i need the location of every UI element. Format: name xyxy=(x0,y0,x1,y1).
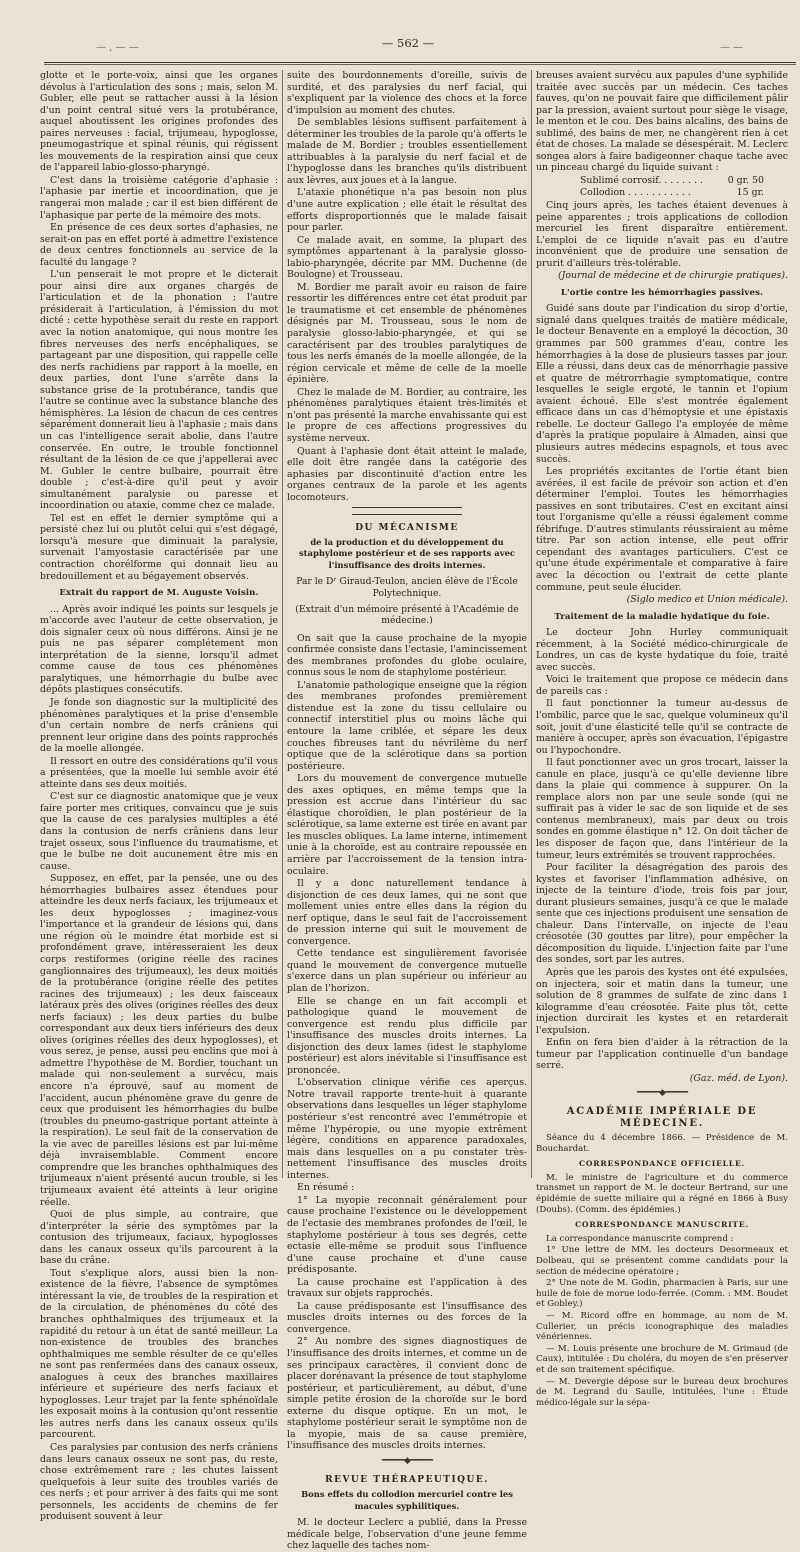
page-number: — 562 — xyxy=(381,36,435,50)
citation: (Siglo medico et Union médicale). xyxy=(626,594,788,606)
paragraph: La correspondance manuscrite comprend : xyxy=(546,1233,734,1244)
header-right-marks: — — xyxy=(720,42,744,53)
paragraph: 1° Une lettre de MM. les docteurs Desormeaux et Dolbeau, qui se présentent comme candidats pour la section de médecine opératoire ; xyxy=(536,1245,788,1277)
citation: (Gaz. méd. de Lyon). xyxy=(689,1072,788,1084)
column-divider xyxy=(531,70,532,1178)
column-divider xyxy=(282,70,283,1178)
session-line: Séance du 4 décembre 1866. — Présidence de M. Bouchardat. xyxy=(536,1133,788,1154)
paragraph: Guidé sans doute par l'indication du sirop d'ortie, signalé dans quelques traités de matière médicale, le docteur Benavente en a employé la décoction, 30 grammes par 500 grammes d'eau, contre les hémorrhagies à la dose de plusieurs tasses par jour. Elle a réussi, dans deux cas de ménorrhagie passive et quatre de métrorrhagie symptomatique, contre lesquelles le seigle ergoté, le tannin et l'opium avaient échoué. Elle s'est montrée également efficace dans un cas d'hémoptysie et une épistaxis rebelle. Le docteur Gallego l'a employée de même d'après la pratique populaire à Almaden, ainsi que plusieurs autres médecins espagnols, et tous avec succès. xyxy=(536,303,788,465)
paragraph: — M. Louis présente une brochure de M. Grimaud (de Caux), intitulée : Du choléra, du moyen de s'en préserver et de son traitement spécifique. xyxy=(536,1343,788,1375)
paragraph: C'est dans la troisième catégorie d'aphasie : l'aphasie par inertie et incoordination, que je rangerai mon malade ; car il est bien différent de l'aphasique par perte de la mémoire des mots. xyxy=(40,174,278,221)
paragraph: Ces paralysies par contusion des nerfs crâniens dans leurs canaux osseux ne sont pas, du reste, chose extrêmement rare ; les chutes laissent quelquefois à leur suite des troubles variés de ces nerfs ; et pour arriver à des faits qui me sont personnels, les accidents de chemins de fer produisent souvent à leur xyxy=(40,1441,278,1523)
formula-ingredient: Collodion . . . . . . . . . . . xyxy=(580,187,691,199)
section-title: ACADÉMIE IMPÉRIALE DE MÉDECINE. xyxy=(566,1106,758,1129)
paragraph: Les propriétés excitantes de l'ortie étant bien avérées, il est facile de prévoir son action et d'en déterminer l'emploi. Toutes les hémorrhagies passives en sont tributaires. C'est en excitant ainsi tout l'organisme qu'elle a réussi également comme fébrifuge. D'autres stimulants réussiraient au même titre. Par son action intense, elle peut offrir cependant des avantages particuliers. C'est ce qu'une étude expérimentale et comparative à faire avec la décoction ou l'extrait de cette plante commune, peut seule élucider. xyxy=(536,466,788,593)
formula-line xyxy=(536,187,788,199)
header-rule xyxy=(44,62,796,63)
column-3 xyxy=(536,70,788,1408)
paragraph: glotte et le porte-voix, ainsi que les organes dévolus à l'articulation des sons ; mais, selon M. Gubler, elle peut se rattacher aussi à la lésion d'un point central situé vers la protubérance, auquel aboutissent les origines profondes des paires nerveuses : facial, trijumeau, hypoglosse, pneumogastrique et spinal réunis, qui régissent les mouvements de la respiration ainsi que ceux de l'appareil labio-glosso-pharyngé. xyxy=(40,70,278,174)
paragraph: L'un penserait le mot propre et le dicterait pour ainsi dire aux organes chargés de l'articulation et de la phonation ; l'autre présiderait à l'articulation, à l'émission du mot dicté : cette hypothèse serait du reste en rapport avec la notion anatomique, qui nous montre les fibres nerveuses des nerfs encéphaliques, se partageant par une disposition, qui rappelle celle des nerfs rachidiens par rapport à la moelle, en deux parties, dont l'une s'arrête dans la substance grise de la protubérance, tandis que l'autre se continue avec la substance blanche des hémisphères. La lésion de chacun de ces centres séparément donnerait lieu à l'aphasie ; mais dans un cas l'intelligence serait abolie, dans l'autre conservée. En outre, le trouble fonctionnel résultant de la lésion de ce que j'appellerai avec M. Gubler le centre bulbaire, pourrait être double ; c'est-à-dire qu'il peut y avoir simultanément paralysie ou paresse et incoordination ou ataxie, comme chez ce malade. xyxy=(40,269,278,512)
paragraph: 2° Au nombre des signes diagnostiques de l'insuffisance des droits internes, et comme un de ses principaux caractères, il convient donc de placer dorénavant la présence de tout staphylome postérieur, et particulièrement, au début, d'une simple petite érosion de la choroïde sur le bord externe du disque optique. En un mot, le staphylome postérieur serait le symptôme non de la myopie, mais de sa cause première, l'insuffisance des muscles droits internes. xyxy=(287,1336,527,1452)
paragraph: Il faut ponctionner avec un gros trocart, laisser la canule en place, jusqu'à ce qu'elle devienne libre dans la plaie qui commence à suppurer. On la remplace alors non par une seule sonde (qui ne suffirait pas à vider le sac de son liquide et de ses contenus membraneux), mais par deux ou trois sondes en gomme élastique n° 12. On doit tâcher de les disposer de façon que, dans l'intérieur de la tumeur, leurs extrémités se trouvent rapprochées. xyxy=(536,757,788,861)
paragraph: Cette tendance est singulièrement favorisée quand le mouvement de convergence mutuelle s'exerce dans un plan supérieur ou inférieur au plan de l'horizon. xyxy=(287,948,527,995)
ornament-divider: ━━━━━◆━━━━━ xyxy=(381,1455,433,1466)
column-1 xyxy=(40,70,279,1523)
paragraph: — M. Devergie dépose sur le bureau deux brochures de M. Legrand du Saulle, intitulées, l'une : Étude médico-légale sur la sépa- xyxy=(536,1376,788,1408)
paragraph: En présence de ces deux sortes d'aphasies, ne serait-on pas en effet porté à admettre l'existence de deux centres fonctionnels au service de la faculté du langage ? xyxy=(40,222,278,268)
paragraph: Le docteur John Hurley communiquait récemment, à la Société médico-chirurgicale de Londres, un cas de kyste hydatique du foie, traité avec succès. xyxy=(536,627,788,673)
section-title: REVUE THÉRAPEUTIQUE. xyxy=(325,1475,489,1486)
section-heading: L'ortie contre les hémorrhagies passives. xyxy=(560,287,764,298)
paragraph: Elle se change en un fait accompli et pathologique quand le mouvement de convergence est rendu plus difficile par l'insuffisance des muscles droits internes. La disjonction des deux lames (idest le staphylome postérieur) est alors inévitable si l'insuffisance est prononcée. xyxy=(287,995,527,1076)
paragraph: Enfin on fera bien d'aider à la rétraction de la tumeur par l'application continuelle d'un bandage serré. xyxy=(536,1037,788,1072)
paragraph: Pour faciliter la désagrégation des parois des kystes et favoriser l'inflammation adhésive, on injecte de la teinture d'iode, trois fois par jour, durant plusieurs semaines, jusqu'à ce que le malade sente que ces injections produisent une sensation de chaleur. Dans l'intervalle, on injecte de l'eau créosotée (30 gouttes par litre), pour empêcher la décomposition du liquide. L'injection faite par l'une des sondes, sort par les autres. xyxy=(536,862,788,966)
article-subtitle: de la production et du développement du staphylome postérieur et de ses rapports avec l'insuffisance des droits internes. xyxy=(298,536,516,570)
paragraph: On sait que la cause prochaine de la myopie confirmée consiste dans l'ectasie, l'amincissement des membranes profondes du globe oculaire, connus sous le nom de staphylome postérieur. xyxy=(287,632,527,679)
paragraph: — M. Ricord offre en hommage, au nom de M. Cullerier, un précis iconographique des maladies vénériennes. xyxy=(536,1310,788,1343)
ornament-divider: ━━━━━◆━━━━━ xyxy=(636,1088,688,1099)
paragraph: Il y a donc naturellement tendance à disjonction de ces deux lames, qui ne sont que mollement unies entre elles dans la région du nerf optique, dans le seul fait de l'accroissement de pression interne qui suit le mouvement de convergence. xyxy=(287,878,527,947)
article-note: (Extrait d'un mémoire présenté à l'Académie de médecine.) xyxy=(295,603,519,627)
citation: (Journal de médecine et de chirurgie pratiques). xyxy=(557,270,788,282)
paragraph: Quant à l'aphasie dont était atteint le malade, elle doit être rangée dans la catégorie des aphasies par discontinuité d'action entre les organes centraux de la parole et les agents locomoteurs. xyxy=(287,445,527,503)
header-left-marks: — , — — xyxy=(96,42,139,53)
subsection-heading: CORRESPONDANCE OFFICIELLE. xyxy=(579,1159,745,1169)
paragraph: Il faut ponctionner la tumeur au-dessus de l'ombilic, parce que le sac, quelque volumineux qu'il soit, jouit d'une élasticité telle qu'il se contracte de manière à occuper, après son évacuation, l'épigastre ou l'hypochondre. xyxy=(536,698,788,756)
paragraph: En résumé : xyxy=(297,1182,355,1194)
paragraph: La cause prédisposante est l'insuffisance des muscles droits internes ou des forces de la convergence. xyxy=(287,1300,527,1335)
column-2 xyxy=(287,70,527,1552)
paragraph: M. Bordier me paraît avoir eu raison de faire ressortir les différences entre cet état produit par le traumatisme et cet ensemble de phénomènes désignés par M. Trousseau, sous le nom de paralysie glosso-labio-pharyngée, et qui se caractérisent par des troubles paralytiques de tous les nerfs émanés de la moelle allongée, de la région cervicale et même de celle de la moelle épinière. xyxy=(287,281,527,386)
paragraph: breuses avaient survécu aux papules d'une syphilide traitée avec succès par un médecin. Ces taches fauves, qu'on ne pouvait faire que difficilement pâlir par la pression, avaient surtout pour siège le visage, le menton et le cou. Des bains alcalins, des bains de sublimé, des bains de mer, ne changèrent rien à cet état de choses. La malade se désespérait. M. Leclerc songea alors à faire badigeonner chaque tache avec un pinceau chargé du liquide suivant : xyxy=(536,70,788,174)
paragraph: ... Après avoir indiqué les points sur lesquels je m'accorde avec l'auteur de cette observation, je dois signaler ceux où nous différons. Ainsi je ne puis ne pas séparer complétement mon interprétation de la sienne, lorsqu'il admet comme cause de tous ces phénomènes paralytiques, une hémorrhagie du bulbe avec dépôts plastiques consécutifs. xyxy=(40,603,278,696)
paragraph: 2° Une note de M. Godin, pharmacien à Paris, sur une huile de foie de morue iodo-ferrée. (Comm. : MM. Boudet et Gobley.) xyxy=(536,1278,788,1310)
paragraph: Après que les parois des kystes ont été expulsées, on injectera, soir et matin dans la tumeur, une solution de 8 grammes de sulfate de zinc dans 1 kilogramme d'eau créosotée. Faite plus tôt, cette injection durcirait les kystes et en retarderait l'expulsion. xyxy=(536,967,788,1036)
section-heading: Extrait du rapport de M. Auguste Voisin. xyxy=(59,588,259,599)
paragraph: M. le docteur Leclerc a publié, dans la Presse médicale belge, l'observation d'une jeune femme chez laquelle des taches nom- xyxy=(287,1517,527,1552)
paragraph: Tout s'explique alors, aussi bien la non-existence de la fièvre, l'absence de symptômes intéressant la vie, de troubles de la respiration et de la circulation, de phénomènes du côté des branches ophthalmiques des trijumeaux et la rapidité du retour à un état de santé meilleur. La non-existence de troubles des branches ophthalmiques me semble résulter de ce qu'elles ne sont pas renfermées dans des canaux osseux, analogues à ceux des branches maxillaires inférieure et supérieure des nerfs faciaux et hypoglosses. Leur trajet par la fente sphénoïdale les exposait moins à la contusion qu'ont ressentie les autres nerfs dans les canaux osseux qu'ils parcourent. xyxy=(40,1267,278,1441)
subsection-heading: CORRESPONDANCE MANUSCRITE. xyxy=(575,1220,749,1230)
formula-quantity: 0 gr. 50 xyxy=(727,174,764,186)
paragraph: Lors du mouvement de convergence mutuelle des axes optiques, en même temps que la pression est accrue dans l'intérieur du sac élastique choroïdien, le plan postérieur de la sclérotique, sa lame externe est tirée en avant par les muscles obliques. La lame interne, intimement unie à la choroïde, est au contraire repoussée en arrière par l'accroissement de la tension intra-oculaire. xyxy=(287,773,527,877)
article-title: DU MÉCANISME xyxy=(355,523,459,534)
paragraph: 1° La myopie reconnaît généralement pour cause prochaine l'existence ou le développement de l'ectasie des membranes profondes de l'œil, le staphylome postérieur à tous ses degrés, cette ectasie elle-même se produit sous l'influence d'une cause prochaine et d'une cause prédisposante. xyxy=(287,1194,527,1276)
paragraph: M. le ministre de l'agriculture et du commerce transmet un rapport de M. le docteur Bertrand, sur une épidémie de suette miliaire qui a régné en 1866 à Busy (Doubs). (Comm. des épidémies.) xyxy=(536,1172,788,1215)
header-rule-secondary xyxy=(44,64,796,65)
paragraph: Quoi de plus simple, au contraire, que d'interpréter la série des symptômes par la contusion des trijumeaux, faciaux, hypoglosses dans les canaux osseux qu'ils parcourent à la base du crâne. xyxy=(40,1209,278,1267)
section-subtitle: Bons effets du collodion mercuriel contre les macules syphilitiques. xyxy=(301,1488,513,1511)
paragraph: L'ataxie phonétique n'a pas besoin non plus d'une autre explication ; elle était le résultat des efforts disproportionnés que le malade faisait pour parler. xyxy=(287,187,527,234)
paragraph: Cinq jours après, les taches étaient devenues à peine apparentes ; trois applications de collodion mercuriel les firent disparaître entièrement. L'emploi de ce liquide n'avait pas eu d'autre inconvénient que de produire une sensation de prurit d'ailleurs très-tolérable. xyxy=(536,200,788,269)
paragraph: Voici le traitement que propose ce médecin dans de pareils cas : xyxy=(536,674,788,697)
paragraph: L'observation clinique vérifie ces aperçus. Notre travail rapporte trente-huit à quarante observations dans lesquelles un léger staphylome postérieur s'est rencontré avec l'emmétropie et même l'hypéropie, ou une myopie extrêment légère, conditions en apparence paradoxales, mais dans lesquelles on a pu constater très-nettement l'insuffisance des muscles droits internes. xyxy=(287,1077,527,1181)
paragraph: Ce malade avait, en somme, la plupart des symptômes appartenant à la paralysie glosso-labio-pharyngée, décrite par MM. Duchenne (de Boulogne) et Trousseau. xyxy=(287,234,527,281)
paragraph: C'est sur ce diagnostic anatomique que je veux faire porter mes critiques, convaincu que je suis que la cause de ces paralysies multiples a été dans la contusion de nerfs crâniens dans leur trajet osseux, sous l'influence du traumatisme, et que le bulbe ne doit aucunement être mis en cause. xyxy=(40,791,278,872)
formula-ingredient: Sublimé corrosif. . . . . . . . xyxy=(580,174,704,186)
paragraph: Chez le malade de M. Bordier, au contraire, les phénomènes paralytiques étaient très-limités et n'ont pas présenté la marche envahissante qui est le propre de ces affections progressives du système nerveux. xyxy=(287,386,527,444)
paragraph: Je fonde son diagnostic sur la multiplicité des phénomènes paralytiques et la prise d'ensemble d'un certain nombre de nerfs crâniens qui prennent leur origine dans des points rapprochés de la moelle allongée. xyxy=(40,696,278,755)
article-author: Par le Dʳ Giraud-Teulon, ancien élève de l'École Polytechnique. xyxy=(296,576,518,599)
paragraph: suite des bourdonnements d'oreille, suivis de surdité, et des paralysies du nerf facial, qui s'expliquent par la violence des chocs et la force d'impulsion au moment des chutes. xyxy=(287,70,527,116)
section-heading: Traitement de la maladie hydatique du foie. xyxy=(554,611,770,622)
paragraph: Supposez, en effet, par la pensée, une ou des hémorrhagies bulbaires assez étendues pour atteindre les deux nerfs faciaux, les trijumeaux et les deux hypoglosses ; imaginez-vous l'importance et la grandeur de lésions qui, dans une région où le moindre état morbide est si profondément grave, intéresseraient les deux corps restiformes (origine réelle des racines ganglionnaires des trijumeaux), les deux moitiés de la protubérance (origine réelle des petites racines des trijumeaux) ; les deux faisceaux latéraux près des olives (origines réelles des deux nerfs faciaux) ; les deux parties du bulbe correspondant aux deux tiers inférieurs des deux olives (origines réelles des deux hypoglosses), et vous serez, je pense, aussi peu enclins que moi à admettre l'hypothèse de M. Bordier, touchant un malade qui non-seulement a survécu, mais encore n'a éprouvé, sauf au moment de l'accident, aucun phénomène grave du genre de ceux que produisent les hémorrhagies du bulbe (troubles du pneumo-gastrique portant atteinte à la respiration). Le seul fait de la conservation de la vie avec de pareilles lésions est par lui-même déjà invraisemblable. Comment encore comprendre que les branches ophthalmiques des trijumeaux n'aient présenté aucun trouble, si les trijumeaux avaient été atteints à leur origine réelle. xyxy=(40,873,279,1208)
formula-quantity: 15 gr. xyxy=(736,187,764,199)
formula-line xyxy=(536,175,788,187)
paragraph: Tel est en effet le dernier symptôme qui a persisté chez lui ou plutôt celui qui s'est dégagé, lorsqu'à mesure que diminuait la paralysie, survenait l'amyostasie caractérisée par une contraction chorélforme qui donnait lieu au bredouillement et au bégayement observés. xyxy=(40,512,278,582)
paragraph: La cause prochaine est l'application à des travaux sur objets rapprochés. xyxy=(287,1276,527,1300)
paragraph: De semblables lésions suffisent parfaitement à déterminer les troubles de la parole qu'à offerts le malade de M. Bordier ; troubles essentiellement attribuables à la paralysie du nerf facial et de l'hypoglosse dans les branches qu'ils distribuent aux lèvres, aux joues et à la langue. xyxy=(287,117,527,186)
page-header xyxy=(0,36,800,60)
paragraph: Il ressort en outre des considérations qu'il vous a présentées, que la moelle lui semble avoir été atteinte dans ses deux moitiés. xyxy=(40,755,278,790)
section-separator xyxy=(352,507,462,515)
paragraph: L'anatomie pathologique enseigne que la région des membranes profondes premièrement distendue est la zone du tissu cellulaire ou connectif interstitiel plus ou moins lâche qui entoure la lame criblée, et sépare les deux couches fibreuses tant du névrilème du nerf optique que de la sclérotique dans sa portion postérieure. xyxy=(287,679,527,772)
